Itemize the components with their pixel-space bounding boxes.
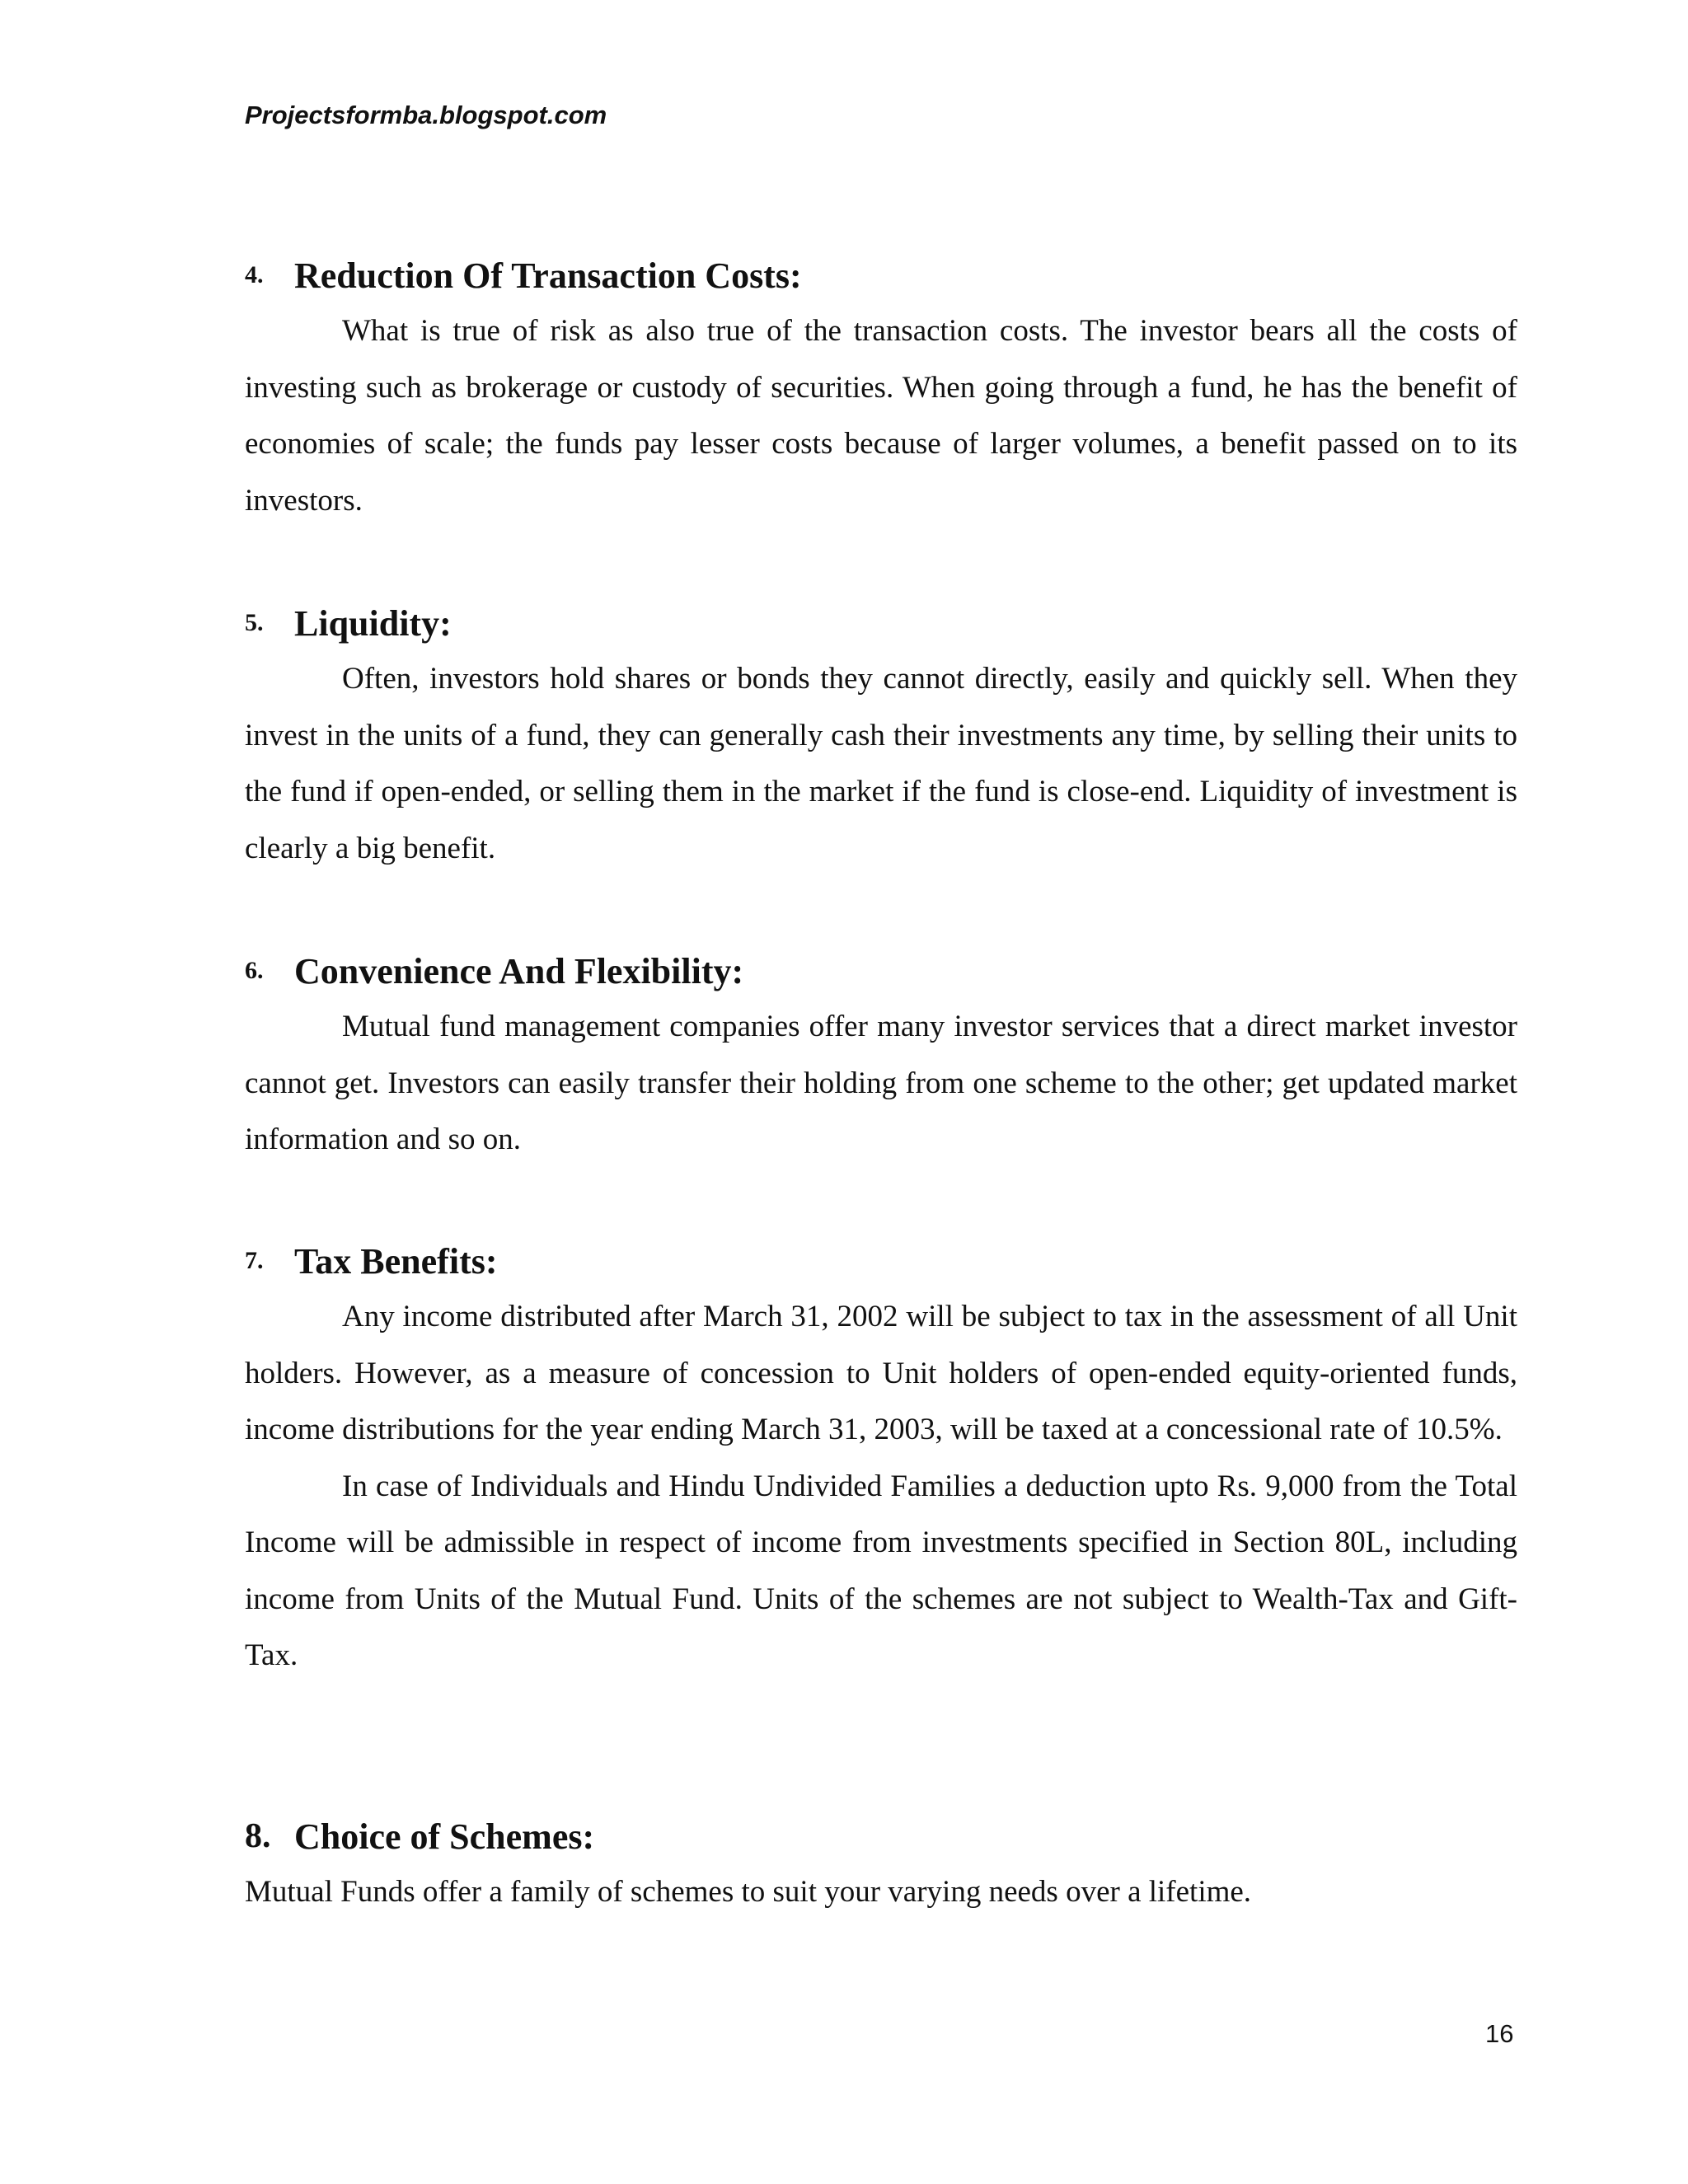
- section-paragraph: Mutual fund management companies offer many investor services that a direct market investor cannot get. Investors can easily transfer their holding from one scheme to the other; get updated market information and so on.: [245, 1010, 1517, 1156]
- section-title: Tax Benefits:: [294, 1240, 498, 1282]
- page-number: 16: [1485, 2019, 1514, 2048]
- section-title: Liquidity:: [294, 602, 452, 644]
- section-paragraph: What is true of risk as also true of the transaction costs. The investor bears all the costs of investing such as brokerage or custody of securities. When going through a fund, he has the benefit of economies of scale; the funds pay lesser costs because of larger volumes, a benefit passed on to its investors.: [245, 314, 1517, 518]
- section-transaction-costs: [245, 247, 1517, 529]
- section-heading: [245, 1233, 1517, 1289]
- section-heading: [245, 247, 1517, 303]
- section-paragraph: Mutual Funds offer a family of schemes to suit your varying needs over a lifetime.: [245, 1875, 1252, 1909]
- page-header-site: Projectsformba.blogspot.com: [245, 101, 607, 129]
- section-number: 4.: [245, 261, 264, 288]
- section-liquidity: [245, 595, 1517, 877]
- section-number: 7.: [245, 1247, 264, 1274]
- section-number: 6.: [245, 957, 264, 984]
- section-title: Choice of Schemes:: [294, 1816, 595, 1857]
- section-number: 8.: [245, 1817, 271, 1855]
- section-heading: [245, 943, 1517, 999]
- section-heading: [245, 595, 1517, 651]
- section-paragraph: Often, investors hold shares or bonds they cannot directly, easily and quickly sell. When they invest in the units of a fund, they can generally cash their investments any time, by selling their units to the fund if open-ended, or selling them in the market if the fund is close-end. Liquidity of investment is clearly a big benefit.: [245, 662, 1517, 865]
- section-title: Convenience And Flexibility:: [294, 950, 744, 991]
- section-number: 5.: [245, 609, 264, 636]
- section-heading: [245, 1808, 1517, 1864]
- section-paragraph: In case of Individuals and Hindu Undivided Families a deduction upto Rs. 9,000 from the Total Income will be admissible in respect of income from investments specified in Section 80L, including income from Units of the Mutual Fund. Units of the schemes are not subject to Wealth-Tax and Gift-Tax.: [245, 1469, 1517, 1672]
- section-choice-of-schemes: [245, 1808, 1517, 1921]
- section-tax-benefits: [245, 1233, 1517, 1685]
- section-paragraph: Any income distributed after March 31, 2002 will be subject to tax in the assessment of all Unit holders. However, as a measure of concession to Unit holders of open-ended equity-oriented funds, income distributions for the year ending March 31, 2003, will be taxed at a concessional rate of 10.5%.: [245, 1300, 1517, 1446]
- section-convenience: [245, 943, 1517, 1169]
- section-title: Reduction Of Transaction Costs:: [294, 255, 802, 296]
